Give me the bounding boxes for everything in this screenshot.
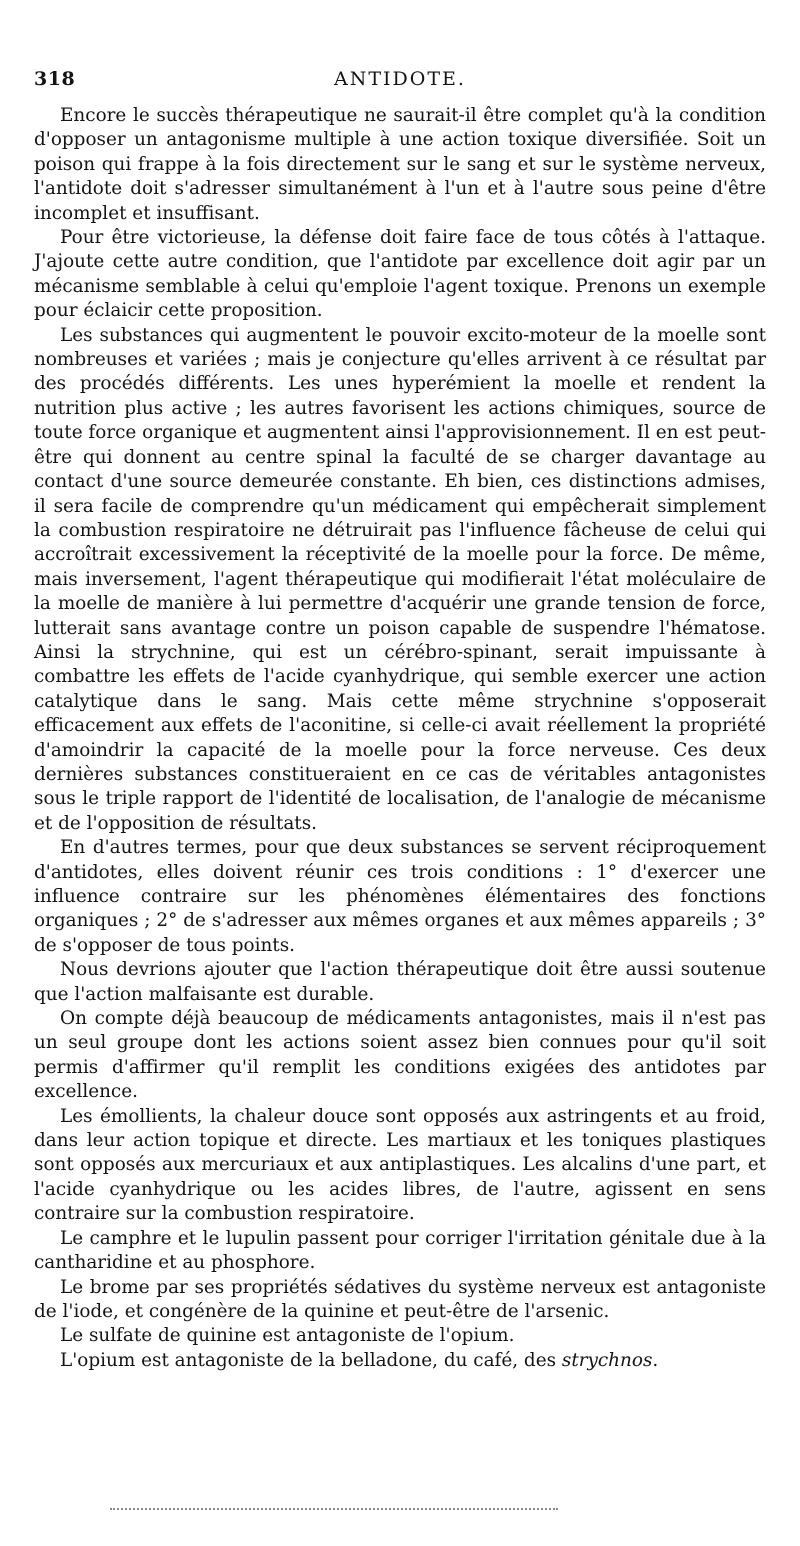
- paragraph: Le sulfate de quinine est antagoniste de l'opium.: [60, 1325, 515, 1347]
- page-number: 318: [34, 68, 76, 90]
- paragraph: Encore le succès thérapeutique ne saurait-il être complet qu'à la condition d'opposer un antagonisme multiple à une action toxique diversifiée. Soit un poison qui frappe à la fois directement sur le sang et sur le système nerveux, l'antidote doit s'adresser simultanément à l'un et à l'autre sous peine d'être incomplet et insuffisant.: [34, 105, 766, 224]
- paragraph: Les émollients, la chaleur douce sont opposés aux astringents et au froid, dans leur action topique et directe. Les martiaux et les toniques plastiques sont opposés aux mercuriaux et aux antiplastiques. Les alcalins d'une part, et l'acide cyanhydrique ou les acides libres, de l'autre, agissent en sens contraire sur la combustion respiratoire.: [34, 1105, 766, 1225]
- running-title: ANTIDOTE.: [334, 68, 466, 90]
- paragraph: On compte déjà beaucoup de médicaments antagonistes, mais il n'est pas un seul groupe dont les actions soient assez bien connues pour qu'il soit permis d'affirmer qu'il remplit les conditions exigées des antidotes par excellence.: [34, 1008, 766, 1103]
- body-text: [34, 104, 766, 1373]
- page-header: [34, 68, 766, 96]
- paragraph: Le brome par ses propriétés sédatives du système nerveux est antagoniste de l'iode, et congénère de la quinine et peut-être de l'arsenic.: [34, 1276, 766, 1322]
- paragraph-last-italic: strychnos: [561, 1349, 653, 1371]
- paragraph-last: [34, 1349, 766, 1373]
- paragraph: En d'autres termes, pour que deux substances se servent réciproquement d'antidotes, elles doivent réunir ces trois conditions : 1° d'exercer une influence contraire sur les phénomènes élémentaires des fonctions organiques ; 2° de s'adresser aux mêmes organes et aux mêmes appareils ; 3° de s'opposer de tous points.: [34, 837, 766, 956]
- paragraph: Pour être victorieuse, la défense doit faire face de tous côtés à l'attaque. J'ajoute cette autre condition, que l'antidote par excellence doit agir par un mécanisme semblable à celui qu'emploie l'agent toxique. Prenons un exemple pour éclaicir cette proposition.: [34, 227, 766, 322]
- paragraph: Le camphre et le lupulin passent pour corriger l'irritation génitale due à la cantharidine et au phosphore.: [34, 1227, 766, 1274]
- footer-rule: [110, 1508, 558, 1510]
- paragraph-last-text: L'opium est antagoniste de la belladone, du café, des: [60, 1349, 562, 1371]
- paragraph-last-end: .: [652, 1349, 659, 1371]
- paragraph: Les substances qui augmentent le pouvoir excito-moteur de la moelle sont nombreuses et variées ; mais je conjecture qu'elles arrivent à ce résultat par des procédés différents. Les unes hyperémient la moelle et rendent la nutrition plus active ; les autres favorisent les actions chimiques, source de toute force organique et augmentent ainsi l'approvisionnement. Il en est peut-être qui donnent au centre spinal la faculté de se charger davantage au contact d'une source demeurée constante. Eh bien, ces distinctions admises, il sera facile de comprendre qu'un médicament qui empêcherait simplement la combustion respiratoire ne détruirait pas l'influence fâcheuse de celui qui accroîtrait excessivement la réceptivité de la moelle pour la force. De même, mais inversement, l'agent thérapeutique qui modifierait l'état moléculaire de la moelle de manière à lui permettre d'acquérir une grande tension de force, lutterait sans avantage contre un poison capable de suspendre l'hématose. Ainsi la strychnine, qui est un cérébro-spinant, serait impuissante à combattre les effets de l'acide cyanhydrique, qui semble exercer une action catalytique dans le sang. Mais cette même strychnine s'opposerait efficacement aux effets de l'aconitine, si celle-ci avait réellement la propriété d'amoindrir la capacité de la moelle pour la force nerveuse. Ces deux dernières substances constitueraient en ce cas de véritables antagonistes sous le triple rapport de l'identité de localisation, de l'analogie de mécanisme et de l'opposition de résultats.: [34, 324, 766, 834]
- paragraph: Nous devrions ajouter que l'action thérapeutique doit être aussi soutenue que l'action malfaisante est durable.: [34, 959, 766, 1005]
